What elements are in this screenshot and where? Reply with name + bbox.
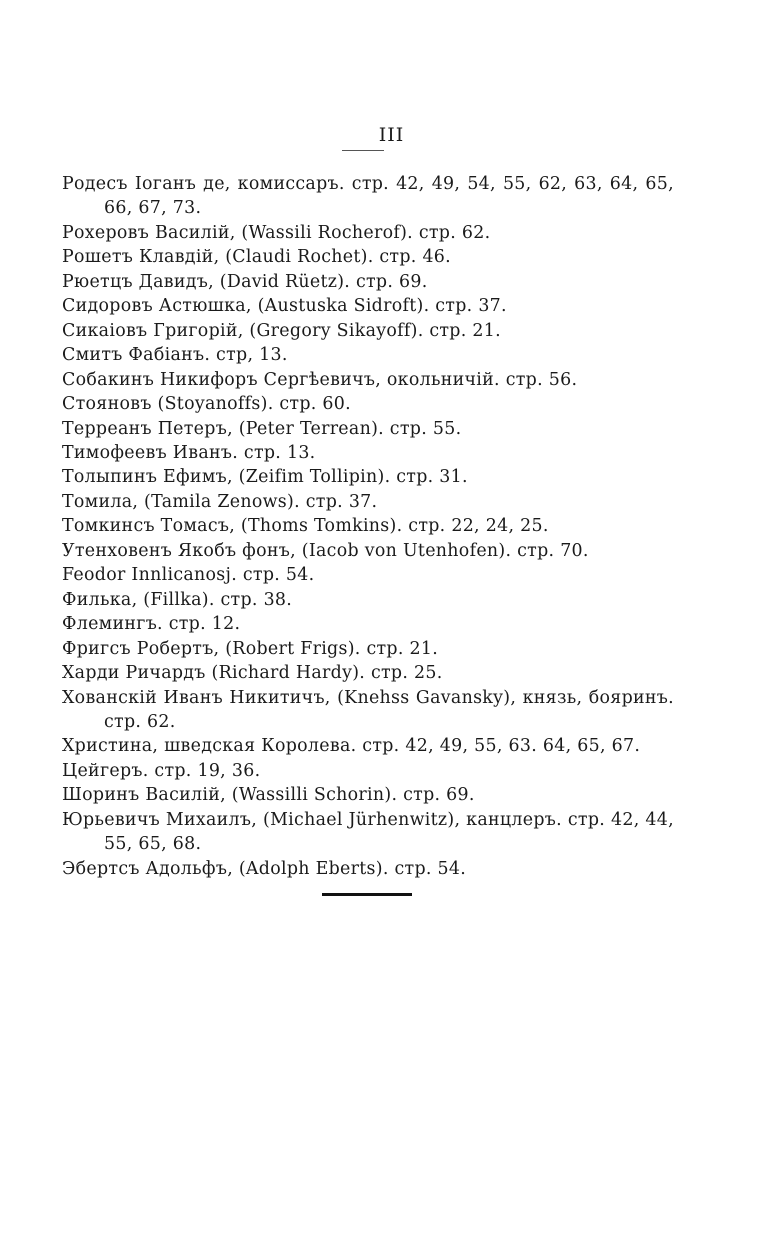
index-entry: Смитъ Фабіанъ. стр, 13. [62, 345, 288, 366]
index-entry: Feodor Innlicanosj. стр. 54. [62, 565, 315, 586]
index-entry: Сикаіовъ Григорій, (Gregory Sikayoff). стр. 21. [62, 320, 501, 341]
index-entry: Толыпинъ Ефимъ, (Zeifim Tollipin). стр. 31. [62, 467, 468, 488]
index-entry: Стояновъ (Stoyanoffs). стр. 60. [62, 394, 351, 415]
end-rule [322, 893, 412, 896]
index-entry: Рохеровъ Василій, (Wassili Rocherof). стр. 62. [62, 222, 491, 243]
page-number-rule [342, 150, 384, 151]
index-entry: Тимофеевъ Иванъ. стр. 13. [62, 442, 316, 463]
index-entry: Флемингъ. стр. 12. [62, 614, 241, 635]
index-entry: Хованскій Иванъ Никитичъ, (Knehss Gavansky), князь, бояринъ. стр. 62. [62, 687, 674, 732]
index-entry: Томила, (Tamila Zenows). стр. 37. [62, 491, 378, 512]
index-entry: Рюетцъ Давидъ, (David Rüetz). стр. 69. [62, 271, 428, 292]
page-number: III [378, 124, 405, 146]
index-entry: Юрьевичъ Михаилъ, (Michael Jürhenwitz), канцлеръ. стр. 42, 44, 55, 65, 68. [62, 809, 674, 855]
index-entry: Фригсъ Робертъ, (Robert Frigs). стр. 21. [62, 638, 439, 659]
index-entry: Родесъ Іоганъ де, комиссаръ. стр. 42, 49, 54, 55, 62, 63, 64, 65, 66, 67, 73. [62, 174, 674, 219]
index-entry: Утенховенъ Якобъ фонъ, (Iacob von Utenhofen). стр. 70. [62, 540, 589, 561]
index-entry: Христина, шведская Королева. стр. 42, 49, 55, 63. 64, 65, 67. [62, 736, 641, 757]
index-entry: Собакинъ Никифоръ Сергѣевичъ, окольничій. стр. 56. [62, 369, 578, 390]
index-entry: Томкинсъ Томасъ, (Thoms Tomkins). стр. 22, 24, 25. [62, 516, 549, 537]
index-entry: Филька, (Fillka). стр. 38. [62, 589, 293, 610]
index-entry: Эбертсъ Адольфъ, (Adolph Eberts). стр. 54. [62, 858, 467, 879]
index-entry: Харди Ричардъ (Richard Hardy). стр. 25. [62, 663, 443, 684]
index-entry: Терреанъ Петеръ, (Peter Terrean). стр. 55. [62, 418, 462, 439]
index-entry: Цейгеръ. стр. 19, 36. [62, 760, 261, 781]
index-entries [62, 172, 674, 881]
index-entry: Рошетъ Клавдій, (Claudi Rochet). стр. 46. [62, 247, 452, 268]
index-entry: Сидоровъ Астюшка, (Austuska Sidroft). стр. 37. [62, 296, 507, 317]
index-entry: Шоринъ Василій, (Wassilli Schorin). стр. 69. [62, 785, 475, 806]
